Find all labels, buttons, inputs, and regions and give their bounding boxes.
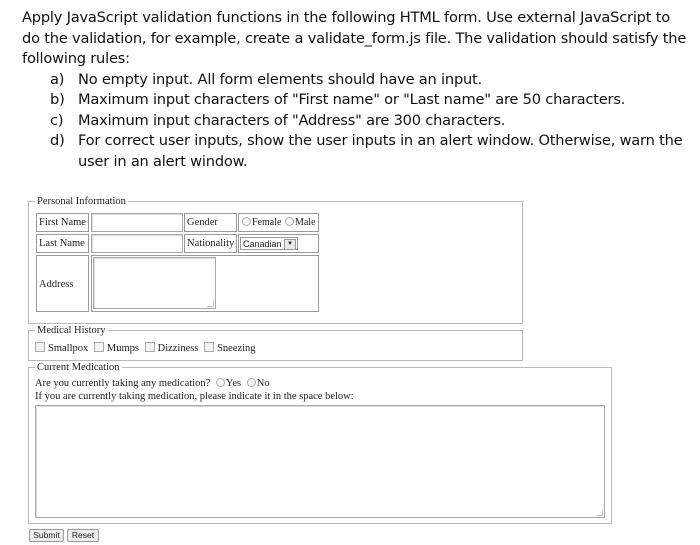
- rule-marker: a): [50, 70, 65, 88]
- rule-marker: c): [50, 111, 64, 129]
- nationality-label: Nationality: [184, 234, 237, 253]
- last-name-input[interactable]: [91, 234, 183, 253]
- medical-history-options: [35, 342, 256, 354]
- current-medication-legend: Current Medication: [37, 362, 120, 373]
- address-label: Address: [36, 255, 89, 312]
- rule-text: Maximum input characters of "First name" or "Last name" are 50 characters.: [78, 91, 626, 108]
- first-name-label: First Name: [36, 213, 89, 232]
- gender-female-radio[interactable]: [242, 217, 251, 226]
- sneezing-checkbox[interactable]: [204, 342, 214, 352]
- medication-instruction: If you are currently taking medication, please indicate it in the space below:: [35, 391, 354, 402]
- rule-marker: b): [50, 91, 65, 108]
- submit-button[interactable]: Submit: [29, 529, 64, 542]
- gender-female-label: Female: [252, 217, 282, 228]
- gender-male-radio[interactable]: [285, 217, 294, 226]
- gender-label: Gender: [184, 213, 237, 232]
- resize-grip-icon[interactable]: [207, 300, 214, 307]
- medication-question: Are you currently taking any medication?: [35, 378, 211, 389]
- medication-question-row: [35, 378, 270, 389]
- rule-text: For correct user inputs, show the user inputs in an alert window. Otherwise, warn the user in an alert window.: [78, 132, 683, 170]
- chevron-down-icon[interactable]: ▼: [284, 239, 296, 250]
- mumps-label: Mumps: [106, 343, 139, 354]
- instructions-intro: Apply JavaScript validation functions in the following HTML form. Use external JavaScript to do the validation, for example, create a validate_form.js file. The validation should satisfy the following rules:: [22, 9, 687, 67]
- dizziness-label: Dizziness: [157, 343, 199, 354]
- dizziness-checkbox[interactable]: [145, 342, 155, 352]
- medication-textarea[interactable]: [35, 405, 605, 518]
- reset-button[interactable]: Reset: [67, 529, 99, 542]
- medication-yes-label: Yes: [225, 378, 242, 389]
- rule-text: No empty input. All form elements should have an input.: [78, 70, 483, 88]
- first-name-input[interactable]: [91, 213, 183, 232]
- nationality-selected-value: Canadian: [243, 239, 282, 249]
- rule-marker: d): [50, 132, 65, 149]
- smallpox-checkbox[interactable]: [35, 342, 45, 352]
- resize-grip-icon[interactable]: [596, 509, 603, 516]
- address-textarea[interactable]: [93, 257, 216, 309]
- medical-history-legend: Medical History: [37, 325, 106, 336]
- sneezing-label: Sneezing: [217, 343, 256, 354]
- gender-options: [238, 213, 319, 232]
- personal-information-legend: Personal Information: [37, 196, 126, 207]
- rule-text: Maximum input characters of "Address" are 300 characters.: [78, 111, 506, 129]
- medication-no-radio[interactable]: [247, 378, 256, 387]
- smallpox-label: Smallpox: [48, 343, 89, 354]
- last-name-label: Last Name: [36, 234, 89, 253]
- gender-male-label: Male: [294, 217, 316, 228]
- medication-no-label: No: [256, 378, 270, 389]
- medication-yes-radio[interactable]: [216, 378, 225, 387]
- nationality-select[interactable]: [240, 237, 298, 250]
- mumps-checkbox[interactable]: [94, 342, 104, 352]
